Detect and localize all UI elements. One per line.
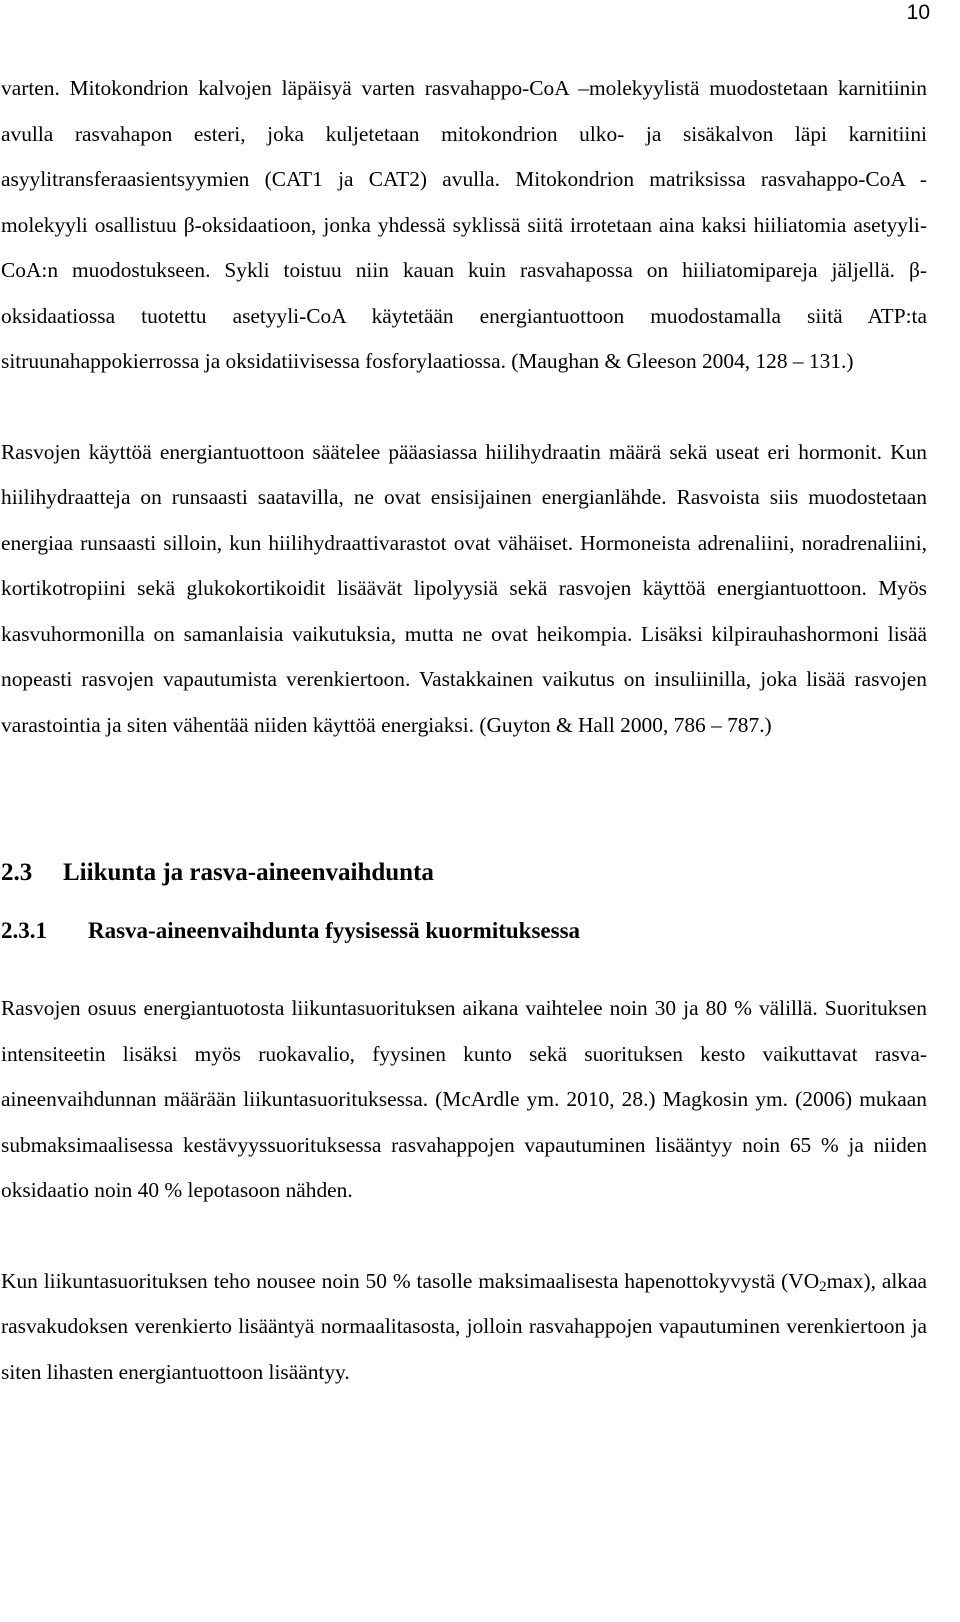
- paragraph-spacer: [1, 385, 927, 430]
- subsection-number: 2.3.1: [1, 918, 47, 943]
- paragraph-fat-share-exercise: Rasvojen osuus energiantuotosta liikuntasuorituksen aikana vaihtelee noin 30 ja 80 % välillä. Suorituksen intensiteetin lisäksi myös ruokavalio, fyysinen kunto sekä suorituksen kesto vaikuttavat rasva-aineenvaihdunnan määrään liikuntasuorituksessa. (McArdle ym. 2010, 28.) Magkosin ym. (2006) mukaan submaksimaalisessa kestävyyssuorituksessa rasvahappojen vapautuminen lisääntyy noin 65 % ja niiden oksidaatio noin 40 % lepotasoon nähden.: [1, 996, 927, 1202]
- section-heading: [1, 858, 927, 916]
- paragraph-spacer: [1, 1214, 927, 1259]
- document-body: [1, 66, 927, 1395]
- page-number: 10: [906, 1, 930, 24]
- paragraph-exercise-intensity: [1, 1259, 927, 1396]
- paragraph-hormonal-regulation: Rasvojen käyttöä energiantuottoon säätelee pääasiassa hiilihydraatin määrä sekä useat eri hormonit. Kun hiilihydraatteja on runsaasti saatavilla, ne ovat ensisijainen energianlähde. Rasvoista siis muodostetaan energiaa runsaasti silloin, kun hiilihydraattivarastot ovat vähäiset. Hormoneista adrenaliini, noradrenaliini, kortikotropiini sekä glukokortikoidit lisäävät lipolyysiä sekä rasvojen käyttöä energiantuottoon. Myös kasvuhormonilla on samanlaisia vaikutuksia, mutta ne ovat heikompia. Lisäksi kilpirauhashormoni lisää nopeasti rasvojen vapautumista verenkiertoon. Vastakkainen vaikutus on insuliinilla, joka lisää rasvojen varastointia ja siten vähentää niiden käyttöä energiaksi. (Guyton & Hall 2000, 786 – 787.): [1, 439, 927, 737]
- section-title: Liikunta ja rasva-aineenvaihdunta: [63, 859, 434, 886]
- paragraph-text-end: max), alkaa rasvakudoksen verenkierto lisääntyä normaalitasosta, jolloin rasvahappojen vapautuminen verenkiertoon ja siten lihasten energiantuottoon lisääntyy.: [1, 1268, 927, 1384]
- section-number: 2.3: [1, 859, 33, 886]
- section-spacer: [1, 748, 927, 858]
- subscript-two: 2: [819, 1278, 827, 1295]
- paragraph-text-start: Kun liikuntasuorituksen teho nousee noin 50 % tasolle maksimaalisesta hapenottokyvystä (VO: [1, 1268, 820, 1293]
- subsection-title: Rasva-aineenvaihdunta fyysisessä kuormituksessa: [88, 918, 581, 943]
- paragraph-beta-oxidation: varten. Mitokondrion kalvojen läpäisyä varten rasvahappo-CoA –molekyylistä muodostetaan karnitiinin avulla rasvahapon esteri, joka kuljetetaan mitokondrion ulko- ja sisäkalvon läpi karnitiini asyylitransferaasientsyymien (CAT1 ja CAT2) avulla. Mitokondrion matriksissa rasvahappo-CoA -molekyyli osallistuu β-oksidaatioon, jonka yhdessä syklissä siitä irrotetaan aina kaksi hiiliatomia asetyyli-CoA:n muodostukseen. Sykli toistuu niin kauan kuin rasvahapossa on hiiliatomipareja jäljellä. β-oksidaatiossa tuotettu asetyyli-CoA käytetään energiantuottoon muodostamalla siitä ATP:ta sitruunahappokierrossa ja oksidatiivisessa fosforylaatiossa. (Maughan & Gleeson 2004, 128 – 131.): [1, 76, 927, 373]
- subsection-heading: [1, 916, 927, 986]
